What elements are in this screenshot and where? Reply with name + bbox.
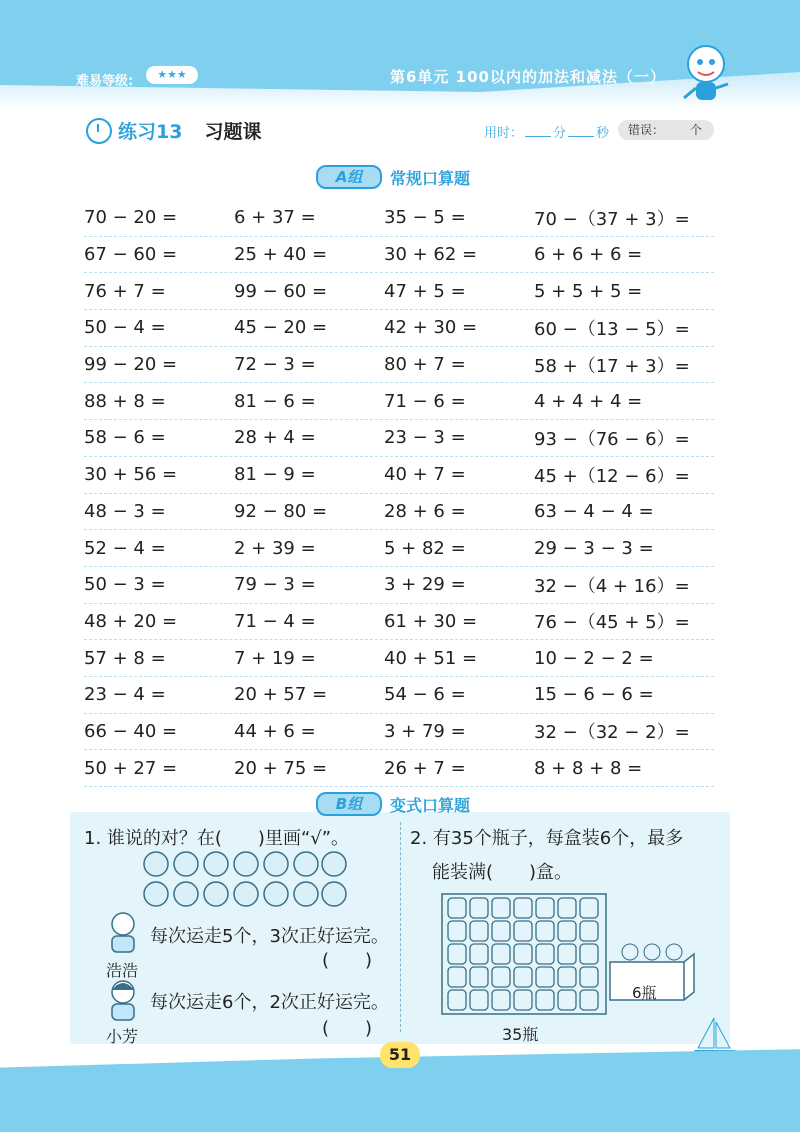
- q2-line2: 能装满( )盒。: [432, 862, 573, 883]
- problem-item: 30 + 62 =: [384, 244, 478, 266]
- haohao-name: 浩浩: [106, 961, 139, 980]
- problem-item: 57 + 8 =: [84, 647, 166, 669]
- bottle-icon: [558, 898, 576, 918]
- section-b-heading: [316, 792, 470, 816]
- bottle-icon: [536, 967, 554, 987]
- problem-row: [84, 457, 714, 494]
- bottle-icon: [558, 967, 576, 987]
- problem-item: 26 + 7 =: [384, 757, 466, 779]
- bottle-icon: [536, 898, 554, 918]
- problem-item: 50 + 27 =: [84, 757, 178, 779]
- problem-item: 81 − 6 =: [234, 390, 316, 412]
- bottle-icon: [514, 944, 532, 964]
- bottle-icon: [514, 898, 532, 918]
- problem-item: 40 + 7 =: [384, 464, 466, 486]
- problem-item: 50 − 4 =: [84, 317, 166, 339]
- problem-item: 3 + 29 =: [384, 574, 466, 596]
- bottle-icon: [448, 990, 466, 1010]
- bottle-icon: [492, 944, 510, 964]
- problem-row: [84, 677, 714, 714]
- problem-row: [84, 750, 714, 787]
- problem-row: [84, 530, 714, 567]
- problem-item: 52 − 4 =: [84, 537, 166, 559]
- bottle-icon: [470, 898, 488, 918]
- bottle-icon: [536, 944, 554, 964]
- difficulty-stars: ★★★: [146, 66, 198, 84]
- bottle-icon: [470, 944, 488, 964]
- section-a-title: 常规口算题: [390, 168, 471, 188]
- bottle-icon: [580, 967, 598, 987]
- problem-row: [84, 237, 714, 274]
- problem-item: 63 − 4 − 4 =: [534, 500, 654, 522]
- bottle-icon: [448, 921, 466, 941]
- section-b-title: 变式口算题: [390, 795, 471, 815]
- problem-item: 58 − 6 =: [84, 427, 166, 449]
- haohao-answer-paren[interactable]: ( ): [322, 950, 373, 971]
- difficulty-label: 难易等级:: [76, 74, 134, 89]
- bottle-icon: [448, 944, 466, 964]
- problem-item: 47 + 5 =: [384, 280, 466, 302]
- problem-item: 8 + 8 + 8 =: [534, 757, 643, 779]
- error-count: [618, 120, 714, 140]
- haohao-speech: 每次运走5个，3次正好运完。: [150, 926, 389, 947]
- bottle-icon: [470, 921, 488, 941]
- bottle-icon: [514, 967, 532, 987]
- problem-item: 4 + 4 + 4 =: [534, 390, 643, 412]
- problem-item: 48 − 3 =: [84, 500, 166, 522]
- problem-item: 5 + 82 =: [384, 537, 466, 559]
- problem-item: 23 − 3 =: [384, 427, 466, 449]
- problem-item: 45 +（12 − 6）=: [534, 465, 690, 487]
- bottle-icon: [514, 990, 532, 1010]
- bottle-icon: [448, 898, 466, 918]
- bottle-icon: [558, 990, 576, 1010]
- q2-line1: 2. 有35个瓶子，每盒装6个，最多: [410, 828, 684, 849]
- xiaofang-speech: 每次运走6个，2次正好运完。: [150, 992, 389, 1013]
- problem-item: 15 − 6 − 6 =: [534, 684, 654, 706]
- problem-item: 20 + 57 =: [234, 684, 328, 706]
- problem-item: 60 −（13 − 5）=: [534, 318, 690, 340]
- problem-item: 20 + 75 =: [234, 757, 328, 779]
- problem-row: [84, 420, 714, 457]
- problem-item: 66 − 40 =: [84, 720, 178, 742]
- problem-row: [84, 310, 714, 347]
- column-divider: [400, 822, 401, 1032]
- problem-row: [84, 383, 714, 420]
- problem-item: 6 + 6 + 6 =: [534, 244, 643, 266]
- bottle-icon: [558, 921, 576, 941]
- problem-item: 32 −（4 + 16）=: [534, 575, 690, 597]
- bottle-icon: [536, 990, 554, 1010]
- problem-item: 25 + 40 =: [234, 244, 328, 266]
- problem-row: [84, 567, 714, 604]
- errors-label: 错误：: [628, 123, 665, 137]
- bottle-icon: [514, 921, 532, 941]
- boy-avatar-icon: [104, 910, 142, 954]
- bottle-icon: [492, 967, 510, 987]
- bottles-icon: [440, 890, 608, 1018]
- girl-avatar-icon: [104, 978, 142, 1022]
- section-b-badge: B组: [316, 792, 382, 816]
- problem-item: 3 + 79 =: [384, 720, 466, 742]
- bottle-icon: [470, 967, 488, 987]
- bottle-icon: [580, 898, 598, 918]
- problem-item: 40 + 51 =: [384, 647, 478, 669]
- unit-title: 第6单元 100以内的加法和减法（一）: [390, 68, 666, 86]
- problem-item: 5 + 5 + 5 =: [534, 280, 643, 302]
- section-a-heading: [316, 165, 470, 189]
- bottle-icon: [580, 990, 598, 1010]
- problem-item: 72 − 3 =: [234, 354, 316, 376]
- section-a-badge: A组: [316, 165, 382, 189]
- problem-item: 28 + 4 =: [234, 427, 316, 449]
- box-label: 6瓶: [632, 984, 657, 1002]
- problem-row: [84, 494, 714, 531]
- problem-item: 61 + 30 =: [384, 610, 478, 632]
- timer-label: 用时：: [484, 126, 524, 141]
- problem-item: 10 − 2 − 2 =: [534, 647, 654, 669]
- problem-item: 42 + 30 =: [384, 317, 478, 339]
- errors-unit: 个: [690, 123, 703, 137]
- problem-row: [84, 273, 714, 310]
- problem-item: 2 + 39 =: [234, 537, 316, 559]
- problem-row: [84, 604, 714, 641]
- problem-grid: [84, 200, 714, 787]
- problem-item: 28 + 6 =: [384, 500, 466, 522]
- problem-row: [84, 640, 714, 677]
- problem-item: 79 − 3 =: [234, 574, 316, 596]
- problem-item: 48 + 20 =: [84, 610, 178, 632]
- problem-item: 6 + 37 =: [234, 207, 316, 229]
- page-number: 51: [380, 1042, 420, 1068]
- minutes-label: 分: [553, 126, 567, 141]
- bottle-icon: [470, 990, 488, 1010]
- problem-item: 99 − 20 =: [84, 354, 178, 376]
- problem-item: 45 − 20 =: [234, 317, 328, 339]
- xiaofang-name: 小芳: [106, 1027, 139, 1046]
- seconds-label: 秒: [596, 126, 610, 141]
- problem-item: 99 − 60 =: [234, 280, 328, 302]
- problem-item: 29 − 3 − 3 =: [534, 537, 654, 559]
- lesson-name: 习题课: [204, 121, 262, 143]
- problem-item: 81 − 9 =: [234, 464, 316, 486]
- problem-item: 76 −（45 + 5）=: [534, 612, 690, 634]
- alarm-clock-icon: [86, 118, 112, 144]
- problem-item: 70 − 20 =: [84, 207, 178, 229]
- problem-item: 93 −（76 − 6）=: [534, 428, 690, 450]
- bottle-icon: [536, 921, 554, 941]
- problem-item: 71 − 6 =: [384, 390, 466, 412]
- problem-item: 70 −（37 + 3）=: [534, 208, 690, 230]
- problem-item: 67 − 60 =: [84, 244, 178, 266]
- problem-item: 71 − 4 =: [234, 610, 316, 632]
- problem-item: 76 + 7 =: [84, 280, 166, 302]
- time-used: [484, 122, 609, 141]
- mascot-icon: [676, 40, 736, 110]
- problem-item: 50 − 3 =: [84, 574, 166, 596]
- xiaofang-answer-paren[interactable]: ( ): [322, 1018, 373, 1039]
- bottle-icon: [558, 944, 576, 964]
- bottle-icon: [492, 921, 510, 941]
- problem-item: 58 +（17 + 3）=: [534, 355, 690, 377]
- bottle-icon: [492, 898, 510, 918]
- problem-item: 44 + 6 =: [234, 720, 316, 742]
- problem-item: 23 − 4 =: [84, 684, 166, 706]
- q1-prompt: 1. 谁说的对？在( )里画“√”。: [84, 828, 350, 849]
- lesson-number: 练习13: [118, 121, 183, 143]
- problem-item: 88 + 8 =: [84, 390, 166, 412]
- problem-item: 30 + 56 =: [84, 464, 178, 486]
- problem-item: 80 + 7 =: [384, 354, 466, 376]
- lesson-title: [86, 117, 261, 144]
- bottle-icon: [580, 944, 598, 964]
- bottle-icon: [492, 990, 510, 1010]
- bottle-icon: [580, 921, 598, 941]
- problem-item: 35 − 5 =: [384, 207, 466, 229]
- problem-item: 54 − 6 =: [384, 684, 466, 706]
- problem-row: [84, 347, 714, 384]
- problem-item: 7 + 19 =: [234, 647, 316, 669]
- bottles-label: 35瓶: [502, 1025, 539, 1044]
- problem-item: 32 −（32 − 2）=: [534, 722, 690, 744]
- bottle-icon: [448, 967, 466, 987]
- watermelons-icon: [140, 848, 350, 912]
- problem-item: 92 − 80 =: [234, 500, 328, 522]
- problem-row: [84, 200, 714, 237]
- problem-row: [84, 714, 714, 751]
